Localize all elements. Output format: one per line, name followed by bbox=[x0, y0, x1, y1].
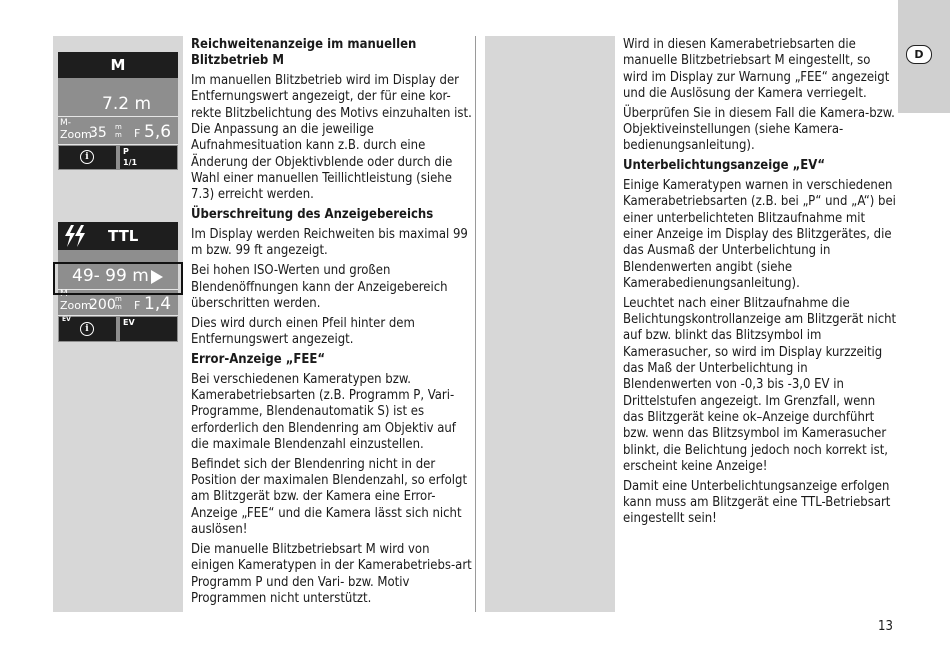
paragraph: Wird in diesen Kamerabetriebsarten die manuelle Blitzbetriebsart M eingestellt, so wird im Display zur Warnung „FEE“ angezeigt und die Auslösung der Kamera verriegelt. bbox=[623, 37, 890, 101]
paragraph: Die manuelle Blitzbetriebsart M wird von einigen Kameratypen in der Kamerabetriebs-art Programm P und den Vari- bzw. Motiv Programmen nicht unterstützt. bbox=[191, 541, 472, 606]
paragraph: Leuchtet nach einer Blitzaufnahme die Belichtungskontrollanzeige am Blitzgerät nicht auf bzw. blinkt das Blitzsymbol im Kamerasucher, so wird im Display kurzzeitig das Maß der Unterbelichtung in Blendenwerten von -0,3 bis -3,0 EV in Drittelstufen angezeigt. Im Grenzfall, wenn das Blitzgerät keine ok–Anzeige durchführt bzw. wenn das Blitzsymbol im Kamerasucher blinkt, die Belichtung jedoch noch korrekt ist, erscheint keine Anzeige! bbox=[623, 295, 897, 474]
language-badge: D bbox=[906, 45, 932, 64]
separator bbox=[58, 116, 178, 117]
paragraph: Bei verschiedenen Kameratypen bzw. Kamerabetriebsarten (z.B. Programm P, Vari-Programme, Blendenautomatik S) ist es erforderlich den Blendenring am Objektiv auf die maximale Blendenzahl einzustellen. bbox=[191, 371, 456, 452]
paragraph: Im Display werden Reichweiten bis maximal 99 m bzw. 99 ft angezeigt. bbox=[191, 227, 468, 259]
separator bbox=[58, 315, 178, 316]
zoom-label: Zoom bbox=[60, 128, 92, 141]
section-heading: Unterbelichtungsanzeige „EV“ bbox=[623, 158, 826, 174]
softkey-program[interactable] bbox=[120, 146, 177, 169]
zoom-value: 35 bbox=[89, 125, 107, 141]
paragraph: Damit eine Unterbelichtungsanzeige erfolgen kann muss am Blitzgerät eine TTL-Betriebsart eingestellt sein! bbox=[623, 478, 891, 527]
mode-band bbox=[58, 52, 178, 78]
paragraph: Überprüfen Sie in diesem Fall die Kamera-bzw. Objektiveinstellungen (siehe Kamera-bedienungsanleitung). bbox=[623, 105, 895, 154]
right-text-column bbox=[623, 37, 898, 531]
aperture-value: 5,6 bbox=[144, 122, 172, 142]
mode-label: M bbox=[110, 56, 126, 74]
key-top-label: P bbox=[123, 147, 129, 156]
zoom-prefix: M- bbox=[60, 289, 72, 299]
zoom-unit-bottom: m bbox=[115, 303, 122, 311]
mode-label: TTL bbox=[108, 227, 139, 245]
aperture-value: 1,4 bbox=[144, 294, 172, 314]
softkey-info[interactable] bbox=[59, 317, 116, 341]
zoom-unit-top: m bbox=[115, 123, 122, 131]
page-number: 13 bbox=[878, 619, 893, 634]
key-top-label: EV bbox=[62, 316, 71, 323]
paragraph: Bei hohen ISO-Werten und großen Blendenöffnungen kann der Anzeigebereich überschritten werden. bbox=[191, 263, 448, 311]
paragraph: Einige Kameratypen warnen in verschiedenen Kamerabetriebsarten (z.B. bei „P“ und „A“) bei einer unterbelichteten Blitzaufnahme mit einer Anzeige im Display des Blitzgerätes, die das Ausmaß der Unterbelichtung in Blendenwerten angibt (siehe Kamerabedienungsanleitung). bbox=[623, 178, 896, 291]
key-bottom-label: 1/1 bbox=[123, 158, 138, 167]
zoom-prefix: M- bbox=[60, 118, 72, 128]
section-heading: Error-Anzeige „FEE“ bbox=[191, 351, 326, 367]
zoom-value: 200 bbox=[89, 297, 116, 313]
section-heading: Überschreitung des Anzeigebereichs bbox=[191, 207, 434, 223]
softkey-ev[interactable] bbox=[120, 317, 177, 341]
separator bbox=[58, 144, 178, 145]
distance-readout: 7.2 m bbox=[102, 94, 151, 114]
aperture-label: F bbox=[134, 299, 141, 312]
mode-band bbox=[58, 222, 178, 250]
zoom-unit-bottom: m bbox=[115, 131, 122, 139]
range-readout: 49- 99 m bbox=[72, 266, 149, 286]
paragraph: Im manuellen Blitzbetrieb wird im Display der Entfernungswert angezeigt, der für eine kor-rekte Blitzbelichtung des Motivs einzuhalten ist. Die Anpassung an die jeweilige Aufnahmesituation kann z.B. durch eine Änderung der Objektivblende oder durch die Wahl einer manuellen Teillichtleistung (siehe 7.3) erreicht werden. bbox=[191, 73, 472, 203]
left-text-column bbox=[191, 37, 472, 611]
zoom-unit-top: m bbox=[115, 295, 122, 303]
middle-grey-panel bbox=[485, 36, 615, 612]
paragraph: Dies wird durch einen Pfeil hinter dem Entfernungswert angezeigt. bbox=[191, 315, 415, 348]
info-icon: i bbox=[80, 150, 94, 164]
column-divider bbox=[475, 36, 476, 612]
key-top-label: EV bbox=[123, 318, 135, 327]
section-heading: Reichweitenanzeige im manuellen Blitzbetrieb M bbox=[191, 37, 417, 69]
range-highlight-frame bbox=[53, 262, 183, 295]
paragraph: Befindet sich der Blendenring nicht in der Position der maximalen Blendenzahl, so erfolgt am Blitzgerät bzw. der Kamera eine Error-Anzeige „FEE“ und die Kamera lässt sich nicht auslösen! bbox=[191, 456, 468, 538]
info-icon: i bbox=[80, 322, 94, 336]
aperture-label: F bbox=[134, 127, 141, 140]
zoom-label: Zoom bbox=[60, 299, 92, 312]
flash-icon bbox=[62, 223, 88, 249]
softkey-info[interactable] bbox=[59, 146, 116, 169]
display-manual-mode bbox=[58, 52, 178, 170]
